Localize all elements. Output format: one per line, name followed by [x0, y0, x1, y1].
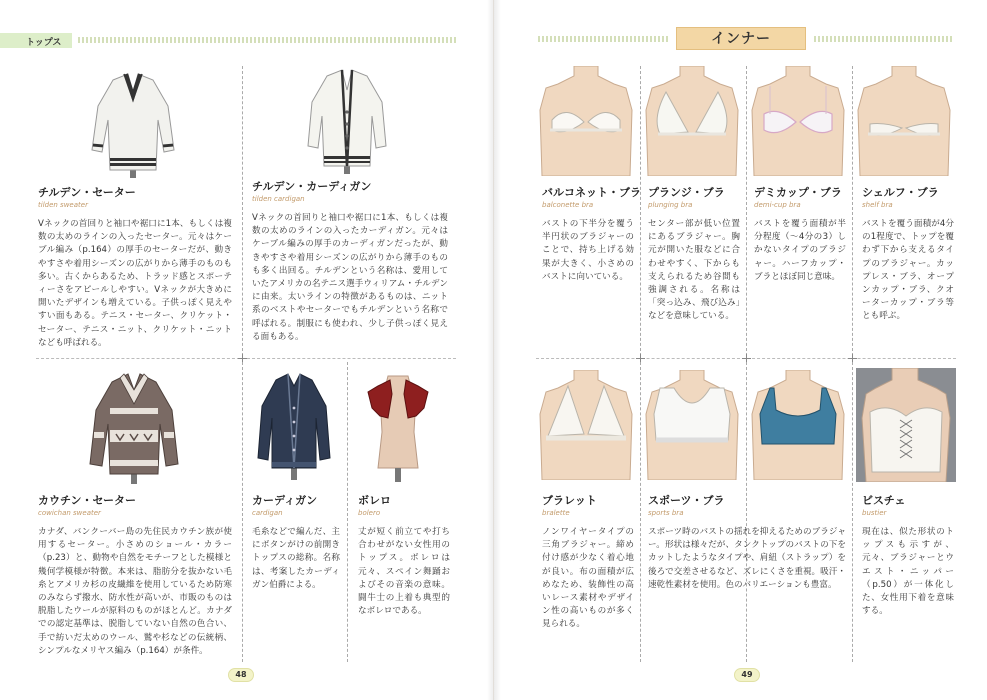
sports-bra-illustration	[644, 370, 740, 480]
item-description: ノンワイヤータイプの三角ブラジャー。締め付け感が少なく着心地が良い。布の面積が広めなため、装飾性の高いレース素材やデザイン性の高いものが多く見られる。	[542, 527, 634, 630]
item-title: ブラレット	[542, 494, 597, 507]
cardigan-illustration	[254, 368, 334, 480]
item-description: バストを覆う面積が4分の1程度で、トップを覆わず下から支えるタイプのブラジャー。カップレス・ブラ、オープンカップ・ブラ、クオーターカップ・ブラ等とも呼ぶ。	[862, 219, 954, 322]
grid-divider	[852, 66, 853, 356]
tilden-sweater-illustration	[88, 66, 178, 178]
bolero-illustration	[358, 372, 438, 482]
item-title: プランジ・ブラ	[648, 186, 725, 199]
header-dash-line-left	[78, 37, 458, 43]
item-subtitle: cowichan sweater	[38, 509, 101, 517]
balconette-bra-illustration	[538, 66, 634, 176]
bralette-illustration	[538, 370, 634, 480]
item-title: カウチン・セーター	[38, 494, 137, 507]
grid-divider	[242, 362, 243, 662]
item-title: ビスチェ	[862, 494, 906, 507]
item-subtitle: cardigan	[252, 509, 283, 517]
item-description: Vネックの首回りと袖口や裾口に1本、もしくは複数の太めのラインの入ったセーター。元々はケーブル編み（p.164）の厚手のセーターだが、動きやすさや着用シーズンの広がりから薄手のものも多い。古くからあるため、トラッド感とスポーティーさをアピールしやすい。Vネックが大きめに開いたデザインも増えている。子供っぽく見えやすい面もある。テニス・セーター、クリケット・セーター、テニス・ニット、クリケット・ニットなども呼ばれる。	[38, 219, 232, 348]
shelf-bra-illustration	[856, 66, 952, 176]
page-number: 48	[228, 668, 254, 682]
grid-divider	[852, 362, 853, 662]
cowichan-sweater-illustration	[86, 368, 182, 484]
grid-divider	[640, 362, 641, 662]
item-title: チルデン・セーター	[38, 186, 136, 199]
item-subtitle: plunging bra	[648, 201, 693, 209]
item-subtitle: shelf bra	[862, 201, 893, 209]
item-description: Vネックの首回りと袖口や裾口に1本、もしくは複数の太めのラインの入ったカーディガン。元々はケーブル編みの厚手のカーディガンだったが、動きやすさや着用シーズンの広がりから薄手のものも多く出回る。チルデンという名称は、愛用していたアメリカの名テニス選手ウィリアム・チルデンに由来。太いラインの特徴があるものは、ニット系のベストやセーターでもチルデンという名称で呼ばれる。制服にも使われ、少し子供っぽく見える面もある。	[252, 213, 448, 342]
item-subtitle: bralette	[542, 509, 570, 517]
grid-divider	[347, 362, 348, 662]
header-dash-line-right-b	[814, 36, 954, 42]
item-title: シェルフ・ブラ	[862, 186, 939, 199]
item-title: デミカップ・ブラ	[754, 186, 842, 199]
item-title: スポーツ・ブラ	[648, 494, 725, 507]
grid-divider	[640, 66, 641, 356]
item-description: センター部が低い位置にあるブラジャー。胸元が開いた服などに合わせやすく、下からも支えられるため谷間も強調される。名称は「突っ込み、飛び込み」などを意味している。	[648, 219, 740, 322]
section-tab-inner: インナー	[676, 27, 806, 50]
item-subtitle: bolero	[358, 509, 381, 517]
book-gutter	[487, 0, 501, 700]
section-tab-tops: トップス	[0, 33, 72, 48]
item-description: 丈が短く前立てや打ち合わせがない女性用のトップス。ボレロは元々、スペイン舞踊およびその音楽の意味。闘牛士の上着も典型的なボレロである。	[358, 527, 450, 617]
header-dash-line-right-a	[538, 36, 668, 42]
bustier-illustration	[856, 368, 956, 482]
item-title: カーディガン	[252, 494, 318, 507]
page-number: 49	[734, 668, 760, 682]
item-description: 現在は、似た形状のトップスも示すが、元々、ブラジャーとウエスト・ニッパー（p.50）が一体化した、女性用下着を意味する。	[862, 527, 954, 617]
item-subtitle: tilden cardigan	[252, 195, 305, 203]
item-title: ボレロ	[358, 494, 391, 507]
item-title: チルデン・カーディガン	[252, 180, 372, 193]
grid-divider	[746, 362, 747, 662]
grid-divider	[746, 66, 747, 356]
item-title: バルコネット・ブラ	[542, 186, 641, 199]
item-description: バストの下半分を覆う半円状のブラジャーのことで、持ち上げる効果が大きく、小さめのバストに向いている。	[542, 219, 634, 282]
item-subtitle: sports bra	[648, 509, 684, 517]
item-subtitle: bustier	[862, 509, 887, 517]
item-description: バストを覆う面積が半分程度（～4分の3）しかないタイプのブラジャー。ハーフカップ・ブラとほぼ同じ意味。	[754, 219, 846, 282]
demi-cup-bra-illustration	[750, 66, 846, 176]
item-subtitle: tilden sweater	[38, 201, 88, 209]
item-subtitle: balconette bra	[542, 201, 594, 209]
grid-divider	[242, 66, 243, 356]
item-description: スポーツ時のバストの揺れを抑えるためのブラジャー。形状は様々だが、タンクトップのバストの下をカットしたようなタイプや、肩紐（ストラップ）を後ろで交差させるなど、ズレにくさを重視。吸汗・速乾性素材を使用。色のバリエーションも豊富。	[648, 527, 846, 590]
item-subtitle: demi-cup bra	[754, 201, 801, 209]
plunging-bra-illustration	[644, 66, 740, 176]
sports-bra-variant-illustration	[750, 370, 846, 480]
tilden-cardigan-illustration	[302, 62, 392, 174]
item-description: 毛糸などで編んだ、主にボタンがけの前開きトップスの総称。名称は、考案したカーディガン伯爵による。	[252, 527, 340, 590]
item-description: カナダ、バンクーバー島の先住民カウチン族が使用するセーター。小さめのショール・カラー（p.23）と、動物や自然をモチーフとした模様と幾何学模様が特徴。本来は、脂肪分を抜かない毛糸とアメリカ杉の皮繊維を使用しているため防寒のみならず撥水、防水性が高いが、市販のものは脱脂したウールが原料のものがほとんど。カナダでの認定基準は、脱脂していない自然の色合い、手で紡いだ太めのウール、鷲や杉などの伝統柄、シンプルなメリヤス編み（p.164）が条件。	[38, 527, 232, 656]
